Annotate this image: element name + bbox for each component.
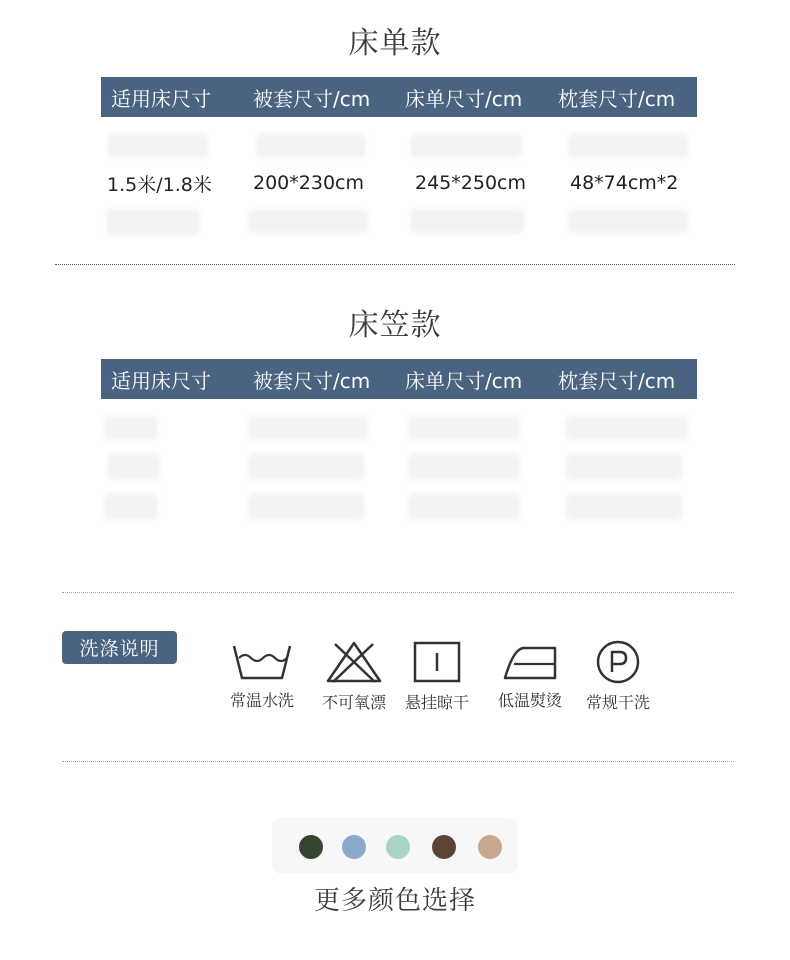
faded-row-cell (568, 134, 688, 158)
care-label: 不可氧漂 (321, 693, 386, 712)
header-bed-size: 适用床尺寸 (111, 86, 211, 111)
color-swatch[interactable] (299, 835, 323, 859)
color-swatch[interactable] (386, 835, 410, 859)
color-swatch[interactable] (478, 835, 502, 859)
care-label: 悬挂晾干 (404, 693, 469, 712)
header-sheet-size: 床单尺寸/cm (405, 368, 523, 393)
faded-row-cell (106, 209, 200, 235)
faded-row-cell (256, 134, 366, 158)
faded-row-cell (410, 209, 524, 233)
care-item-hang-dry (392, 640, 482, 713)
wash-basin-icon (230, 640, 294, 682)
section-divider (62, 592, 734, 593)
faded-row-cell (408, 454, 520, 480)
faded-row-cell (566, 416, 688, 440)
section-divider (62, 761, 734, 762)
fitted-section-title: 床笠款 (348, 308, 442, 343)
faded-row-cell (410, 134, 522, 158)
faded-row-cell (408, 416, 520, 440)
no-bleach-icon (325, 640, 383, 684)
color-swatch[interactable] (342, 835, 366, 859)
faded-row-cell (104, 494, 158, 520)
header-pillow-size: 枕套尺寸/cm (558, 368, 676, 393)
care-item-iron-low (485, 640, 575, 711)
faded-row-cell (408, 494, 520, 520)
cell-pillow-size: 48*74cm*2 (570, 172, 679, 194)
faded-row-cell (108, 454, 160, 480)
header-bed-size: 适用床尺寸 (111, 368, 211, 393)
faded-row-cell (248, 209, 368, 233)
faded-row-cell (248, 416, 368, 440)
care-item-wash (217, 640, 307, 711)
faded-row-cell (104, 416, 158, 440)
faded-row-cell (566, 494, 682, 520)
faded-row-cell (248, 454, 364, 480)
header-duvet-size: 被套尺寸/cm (253, 86, 371, 111)
dry-clean-p-icon (595, 640, 641, 684)
more-colors-label: 更多颜色选择 (313, 886, 476, 916)
faded-row-cell (566, 454, 682, 480)
header-sheet-size: 床单尺寸/cm (405, 86, 523, 111)
care-item-dry-clean (573, 640, 663, 713)
color-swatch[interactable] (432, 835, 456, 859)
faded-row-cell (108, 134, 208, 158)
wash-instructions-badge: 洗涤说明 (62, 631, 177, 664)
cell-duvet-size: 200*230cm (253, 172, 364, 194)
cell-sheet-size: 245*250cm (415, 172, 526, 194)
care-label: 常规干洗 (585, 693, 650, 712)
care-label: 常温水洗 (229, 691, 294, 710)
iron-low-icon (501, 640, 559, 682)
sheet-table-header (101, 77, 697, 117)
faded-row-cell (248, 494, 364, 520)
header-duvet-size: 被套尺寸/cm (253, 368, 371, 393)
cell-bed-size: 1.5米/1.8米 (107, 173, 212, 196)
fitted-table-header (101, 359, 697, 399)
sheet-table-row (101, 165, 697, 201)
header-pillow-size: 枕套尺寸/cm (558, 86, 676, 111)
care-item-no-bleach (309, 640, 399, 713)
section-divider (55, 264, 735, 265)
sheet-section-title: 床单款 (348, 26, 442, 61)
hang-dry-icon (412, 640, 462, 684)
faded-row-cell (568, 209, 688, 233)
care-label: 低温熨烫 (497, 691, 562, 710)
